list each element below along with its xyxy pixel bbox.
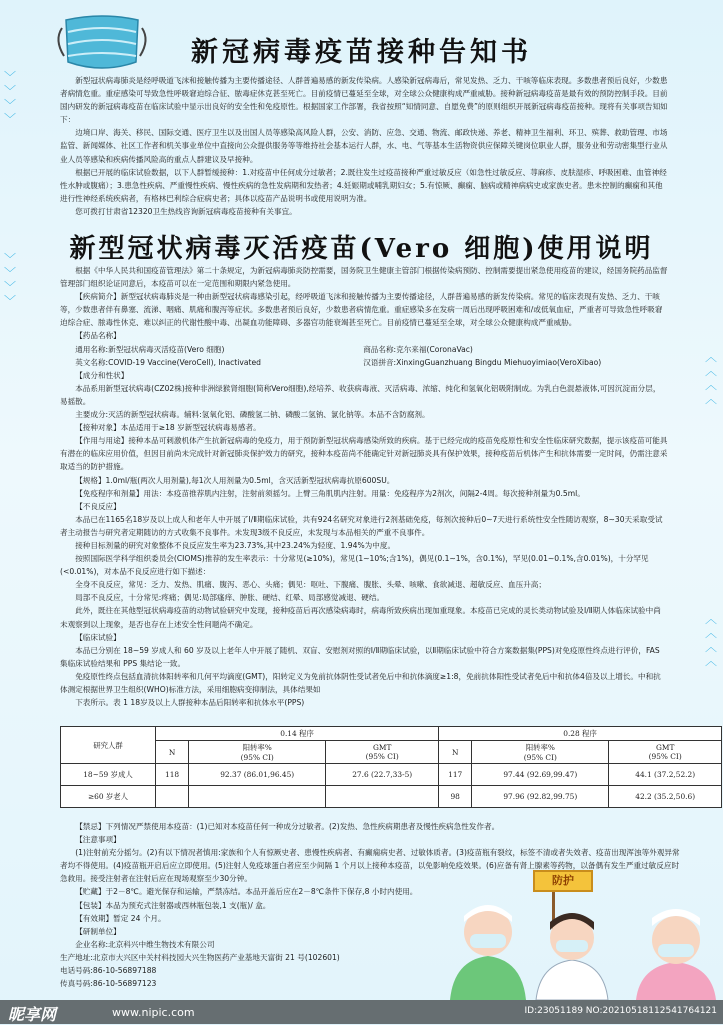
composition-text: 本品系用新型冠状病毒(CZ02株)接种非洲绿猴肾细胞(简称Vero细胞),经培养、收获病毒液、灭活病毒、浓缩、纯化和氢氧化铝吸附制成。为乳白色混悬液体,可因沉淀而分层，易摇散。 <box>60 383 661 406</box>
maker-heading: 【研制单位】 <box>75 926 121 936</box>
nurse-right <box>636 909 716 1000</box>
trial-heading: 【临床试验】 <box>75 632 121 642</box>
trial-para-1: 本品已分别在 18~59 岁成人和 60 岁及以上老年人中开展了随机、双盲、安慰剂对照的Ⅰ/Ⅱ期临床试验，以Ⅱ期临床试验中符合方案数据集(PPS)对免疫原性终点进行评价，FAS 集临床试验结果和 PPS 集结论一致。 <box>60 645 660 668</box>
caution-heading: 【注意事项】 <box>75 835 121 845</box>
row-gmt1: 27.6 (22.7,33-5) <box>326 764 439 786</box>
row-n1 <box>156 786 189 808</box>
maker-address: 生产地址:北京市大兴区中关村科技园大兴生物医药产业基地天富街 21 号(102601) <box>60 952 340 962</box>
storage: 【贮藏】于2－8℃。避光保存和运输，严禁冻结。本品开盖后应在2－8℃条件下保存,8 小时内使用。 <box>75 887 418 897</box>
maker-name: 企业名称:北京科兴中维生物技术有限公司 <box>75 939 215 949</box>
maker-tel: 电话号码:86-10-56897188 <box>60 966 157 976</box>
adverse-para-5: 局部不良反应，十分常见:疼痛；偶见:局部瘙痒、肿胀、硬结、红晕、局部感觉减退、硬结。 <box>75 593 385 603</box>
chevron-left-decor: ﹀ ﹀ ﹀ ﹀ <box>4 70 17 126</box>
manual-body <box>60 264 668 709</box>
row-group: ≥60 岁老人 <box>61 786 156 808</box>
doctor-center <box>536 913 608 1000</box>
nurse-left <box>450 905 526 1000</box>
usage-section: 【作用与用途】接种本品可刺激机体产生抗新冠病毒的免疫力，用于预防新型冠状病毒感染所致的疾病。基于已经完成的疫苗免疫原性和安全性临床研究数据，提示该疫苗可能具有潜在的临床应用价值，但因目前尚未完成针对新冠肺炎保护效力的研究，接种本疫苗尚不能确定针对新冠肺炎具有保护效果，接种疫苗后机体产生和抗体需要一定时间，仍需注意采取适当的防护措施。 <box>60 436 668 472</box>
col-n2: N <box>439 741 472 764</box>
caution-text: (1)注射前充分摇匀。(2)有以下情况者慎用:家族和个人有惊厥史者、患慢性疾病者、有癫痫病史者、过敏体质者。(3)疫苗瓶有裂纹，标签不清或者失效者、疫苗出现浑浊等外观异常者均不得使用。(4)疫苗瓶开启后应立即使用。(5)注射人免疫球蛋白者应至少间隔 1 个月以上接种本疫苗，以免影响免疫效果。(6)应备有肾上腺素等药物，以备偶有发生严重过敏反应时急救用。接受注射者在注射后应在现场观察至少30分钟。 <box>60 848 680 884</box>
notice-para-3: 根据已开展的临床试验数据，以下人群暂缓接种：1.对疫苗中任何成分过敏者；2.既往发生过疫苗接种严重过敏反应（如急性过敏反应、荨麻疹、皮肤湿疹、呼吸困难、血管神经性水肿或腹痛）；3.患急性疾病、严重慢性疾病、慢性疾病的急性发病期和发热者；4.妊娠期或哺乳期妇女；5.有惊厥、癫痫、脑病或精神病病史或家族史者。患未控制的癫痫和其他进行性神经系统疾病者，有格林巴利综合症病史者；具体以疫苗产品说明书或使用说明为准。 <box>60 167 667 203</box>
trial-para-2: 免疫原性终点包括血清抗体阳转率和几何平均滴度(GMT)，阳转定义为免前抗体阴性受试者免后中和抗体滴度≥1:8，免前抗体阳性受试者免后中和抗体4倍及以上增长。中和抗体测定根据世界卫生组织(WHO)标准方法，采用细胞病变抑制法，具体结果如 <box>60 671 661 694</box>
table-row <box>61 786 722 808</box>
drug-name-heading: 【药品名称】 <box>75 331 121 341</box>
table-row <box>61 764 722 786</box>
maker-fax: 传真号码:86-10-56897123 <box>60 979 157 989</box>
adverse-para-3: 按照国际医学科学组织委员会(CIOMS)推荐的发生率表示：十分常见(≥10%)，常见(1~10%;含1%)，偶见(0.1~1%，含0.1%)，罕见(0.01~0.1%,含0.01%)，十分罕见(<0.01%)，对本品不良反应进行如下描述： <box>60 554 649 577</box>
col-gmt1: GMT (95% CI) <box>326 741 439 764</box>
col-p1: 0.14 程序 <box>156 727 439 741</box>
immunogenicity-table <box>60 726 722 808</box>
spec-section: 【规格】1.0ml/瓶(两次人用剂量),每1次人用剂量为0.5ml，含灭活新型冠状病毒抗原600SU。 <box>75 475 395 485</box>
row-gmt2: 44.1 (37.2,52.2) <box>609 764 722 786</box>
row-group: 18~59 岁成人 <box>61 764 156 786</box>
watermark-url: www.nipic.com <box>112 1006 195 1019</box>
english-name: 英文名称:COVID-19 Vaccine(VeroCell), Inactivated <box>75 357 261 367</box>
manual-intro: 根据《中华人民共和国疫苗管理法》第二十条规定，为新冠病毒肺炎防控需要，国务院卫生健康主管部门根据传染病预防、控制需要提出紧急使用疫苗的建议，经国务院药品监督管理部门组织论证同意后，本疫苗可以在一定范围和期限内紧急使用。 <box>60 266 668 289</box>
validity: 【有效期】暂定 24 个月。 <box>75 913 166 923</box>
notice-title: 新冠病毒疫苗接种告知书 <box>191 37 532 68</box>
target-population: 【接种对象】本品适用于≥18 岁新型冠状病毒易感者。 <box>75 423 261 433</box>
adverse-para-4: 全身不良反应，常见：乏力、发热、肌痛、腹泻、恶心、头痛；偶见：呕吐、下腹痛、腹胀、头晕、咳嗽、食欲减退、超敏反应、血压升高； <box>75 580 546 590</box>
col-p2: 0.28 程序 <box>439 727 722 741</box>
adverse-para-1: 本品已在1165名18岁及以上成人和老年人中开展了Ⅰ/Ⅱ期临床试验，共有924名研究对象进行2剂基础免疫，每剂次接种后0~7天进行系统性安全性随访观察，8~30天采取受试者主动报告与研究者定期随访的方式收集不良事件。未发现3级不良反应，未发现与本品相关的严重不良事件。 <box>60 514 663 537</box>
row-pos1: 92.37 (86.01,96.45) <box>189 764 326 786</box>
table-caption: 下表所示。表 1 18岁及以上人群接种本品后阳转率和抗体水平(PPS) <box>75 698 305 708</box>
contraindication: 【禁忌】下列情况严禁使用本疫苗：(1)已知对本疫苗任何一种成分过敏者。(2)发热、急性疾病期患者及慢性疾病急性发作者。 <box>75 822 500 831</box>
notice-para-2: 边境口岸、海关、移民、国际交通、医疗卫生以及出国人员等感染高风险人群，公安、消防、应急、交通、物流、邮政快递、养老、精神卫生福利、环卫、殡葬、救助管理、市场监管、新闻媒体、社区工作者和机关事业单位中直接向公众提供服务等等维持社会基本运行人群，水、电、气等基本生活物资供应保障关键岗位职业人群，服务业和劳动密集型行业从业人员等感染和疾病传播风险高的重点人群建议及早接种。 <box>60 128 668 164</box>
col-group: 研究人群 <box>61 727 156 764</box>
adverse-para-6: 此外，既往在其他型冠状病毒疫苗的动物试验研究中发现，接种疫苗后再次感染病毒时，病毒所致疾病出现加重现象。本疫苗已完成的灵长类动物试验及Ⅰ/Ⅱ期人体临床试验中尚未观察到以上现象，是否也存在上述安全性问题尚不确定。 <box>60 606 661 629</box>
manual-title: 新型冠状病毒灭活疫苗(Vero 细胞)使用说明 <box>69 234 654 264</box>
col-n1: N <box>156 741 189 764</box>
row-gmt1 <box>326 786 439 808</box>
trade-name: 商品名称:克尔来福(CoronaVac) <box>363 344 473 354</box>
row-n2: 98 <box>439 786 472 808</box>
notice-para-4: 您可拨打甘肃省12320卫生热线咨询新冠病毒疫苗接种有关事宜。 <box>75 206 297 216</box>
watermark-id: ID:23051189 NO:20210518112541764121 <box>524 1006 717 1016</box>
adverse-heading: 【不良反应】 <box>75 501 121 511</box>
adverse-para-2: 接种目标剂量的研究对象整体不良反应发生率为23.73%,其中23.24%为轻度、1.94%为中度。 <box>75 540 396 550</box>
disease-section: 【疾病简介】新型冠状病毒肺炎是一种由新型冠状病毒感染引起，经呼吸道飞沫和接触传播为主要传播途径，人群普遍易感的新发传染病。常见的临床表现有发热、乏力、干咳等，少数患者伴有鼻塞、流涕、咽痛、肌痛和腹泻等症状。多数患者预后良好，少数患者病情危重。重症感染多在发病一周后出现呼吸困难和/或低氧血症，严重者可导致急性呼吸窘迫综合症、脓毒性休克、难以纠正的代谢性酸中毒、出凝血功能障碍、多器官功能衰竭甚至死亡。目前疫情已蔓延至全球，对全球公众健康构成严重威胁。 <box>60 292 663 328</box>
col-pos2: 阳转率% (95% CI) <box>472 741 609 764</box>
chevron-right-decor: ︿ ︿ ︿ ︿ <box>704 350 717 406</box>
row-n1: 118 <box>156 764 189 786</box>
col-gmt2: GMT (95% CI) <box>609 741 722 764</box>
notice-body <box>60 74 668 218</box>
composition-heading: 【成分和性状】 <box>75 370 129 380</box>
protection-sign: 防护 <box>533 870 593 892</box>
pinyin-name: 汉语拼音:XinxingGuanzhuang Bingdu Miehuoyimiao(VeroXibao) <box>363 357 602 367</box>
notice-para-1: 新型冠状病毒肺炎是经呼吸道飞沫和接触传播为主要传播途径、人群普遍易感的新发传染病。人感染新冠病毒后，常见发热、乏力、干咳等临床表现。多数患者预后良好，少数患者病情危重。重症感染可导致急性呼吸窘迫综合征、脓毒症休克甚至死亡。目前疫情已蔓延至全球，对全球公众健康构成严重威胁。接种新冠病毒疫苗是最有效的预防控制手段。目前国内研发的新冠病毒疫苗在临床试验中显示出良好的安全性和免疫原性。根据国家工作部署，我省按照“知情同意、自愿免费”的原则组织开展新冠病毒疫苗接种。现将有关事项告知如下： <box>60 76 668 125</box>
packaging: 【包装】本品为预充式注射器或西林瓶包装,1 支(瓶)/ 盒。 <box>75 900 271 910</box>
active-ingredient: 主要成分:灭活的新型冠状病毒。辅料:氢氧化铝、磷酸氢二钠、磷酸二氢钠、氯化钠等。本品不含防腐剂。 <box>75 410 430 420</box>
row-n2: 117 <box>439 764 472 786</box>
row-pos2: 97.44 (92.69,99.47) <box>472 764 609 786</box>
row-gmt2: 42.2 (35.2,50.6) <box>609 786 722 808</box>
watermark-brand: 昵享网 <box>8 1005 57 1024</box>
schedule-section: 【免疫程序和剂量】用法：本疫苗推荐肌内注射，注射前须摇匀。上臂三角肌肌内注射。用量：免疫程序为2剂次，间隔2-4周。每次接种剂量为0.5ml。 <box>75 488 585 498</box>
chevron-right-decor-2: ︿ ︿ ︿ ︿ <box>704 612 717 668</box>
chevron-left-decor-2: ﹀ ﹀ ﹀ ﹀ <box>4 252 17 308</box>
row-pos1 <box>189 786 326 808</box>
generic-name: 通用名称:新型冠状病毒灭活疫苗(Vero 细胞) <box>75 344 225 354</box>
row-pos2: 97.96 (92.82,99.75) <box>472 786 609 808</box>
col-pos1: 阳转率% (95% CI) <box>189 741 326 764</box>
